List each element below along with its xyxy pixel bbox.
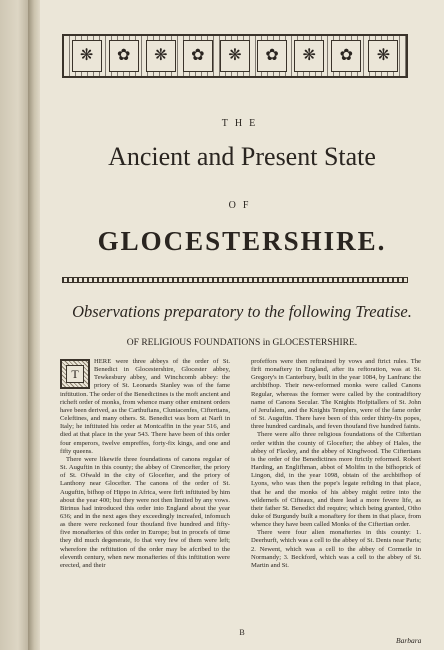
header-ornament	[62, 34, 408, 78]
signature-mark: B	[239, 628, 245, 637]
paragraph: profeffors were then reftrained by vows and ftrict rules. The firft monaftery in England, after its reftoration, was at St. Gregory's in Canterbury, built in the year 1084, by Lanfranc the archbifhop. Their new-reformed monks were called Canons Regular, whereas the former were called by the contradiftory name of Canons Secular. The Knights Hofpitallers of St. John of Jerufalem, and the Knights Templers, were of the fame order of St. Auguftin. There have been of this order thirty-fix popes, three hundred cardinals, and feven thoufand five hundred faints.	[251, 358, 421, 431]
ornament-flower-icon: ✿	[331, 40, 361, 72]
ornament-flower-icon: ❋	[72, 40, 102, 72]
ornamental-rule	[62, 277, 408, 283]
paragraph: There were alfo three religious foundations of the Ciftertian order within the county of Glocefter; the abbey of Hales, the abbey of Flaxley, and the abbey of Kingfwood. The Ciftertians is the order of the Benedictines more ftrictly reformed. Robert Harding, an Englifhman, abbot of Molifm in the bifhoprick of Lingon, did, in the year 1098, obtain of the archbifhop of Lyons, who was then the pope's legate refiding in that place, that he and the monks of his abbey might retire into the wildernefs of Cifteaux, and there lead a more fevere life, as their father St. Benedict did require; which being granted, Otho duke of Burgundy built a monaftery for them in that place, from whence they have been called Monks of the Ciftertian order.	[251, 431, 421, 529]
ornament-flower-icon: ✿	[183, 40, 213, 72]
decorated-initial	[60, 359, 90, 389]
title-of: OF	[228, 200, 256, 211]
section-title: Observations preparatory to the following Treatise.	[72, 302, 412, 321]
page-title: Ancient and Present State	[108, 142, 376, 171]
book-page	[40, 0, 444, 650]
section-subtitle: OF RELIGIOUS FOUNDATIONS in GLOCESTERSHIRE.	[126, 338, 358, 348]
county-title: GLOCESTERSHIRE.	[97, 226, 387, 256]
title-the: THE	[221, 118, 263, 129]
catchword: Barbara	[396, 636, 422, 645]
paragraph: HERE were three abbeys of the order of St. Benedict in Glocestershire, Glocester abbey, Tewkesbury abbey, and Winchcomb abbey: the priory of St. Leonards Stanley was of the fame inftitution. The order of the Benedictines is the moft ancient and richeft order of monks, from whence many other eminent orders have been derived, as the Carthufians, Cluniacenfes, Ciftertians, Celeftines, and many others. St. Benedict was born at Narfi in Italy; he inftituted his order at Montcaffin in the year 516, and died at that place in the year 543. There have been of this order four emperors, twelve empreffes, forty-fix kings, and one and fifty queens.	[60, 358, 230, 455]
text-column-left	[60, 358, 230, 640]
ornament-flower-icon: ❋	[146, 40, 176, 72]
ornament-flower-icon: ❋	[220, 40, 250, 72]
paragraph: There were likewife three foundations of canons regular of St. Auguftin in this county; the abbey of Cirencefter, the priory of St. Ofwald in the city of Glocefter, and the priory of Lanthony near Glocefter. The canons of the order of St. Auguftin, bifhop of Hippo in Africa, were firft inftituted by him about the year 400; but they were not then limited by any vows. Birinus had introduced this order into England about the year 636; and in the next ages they exceedingly increafed, infomuch as there were reckoned four thoufand five hundred and fifty-five monafteries of this order in Europe; but in procefs of time they did much degenerate, fo that very few of them were left; wherefore the reftitution of the order may be afcribed to the eleventh century, when new monafteries of this inftitution were erected, and their	[60, 455, 230, 569]
initial-letter: T	[66, 365, 84, 383]
left-page-edge	[0, 0, 30, 650]
ornament-flower-icon: ✿	[109, 40, 139, 72]
text-column-right	[251, 358, 421, 640]
paragraph: There were four alien monafteries in this county: 1. Deerhurft, which was a cell to the abbey of St. Denis near Paris; 2. Newent, which was a cell to the abbey of Cormeile in Normandy; 3. Beckford, which was a cell to the abbey of St. Martin and St.	[251, 529, 421, 569]
ornament-flower-icon: ❋	[294, 40, 324, 72]
ornament-flower-icon: ✿	[257, 40, 287, 72]
ornament-flower-icon: ❋	[368, 40, 398, 72]
